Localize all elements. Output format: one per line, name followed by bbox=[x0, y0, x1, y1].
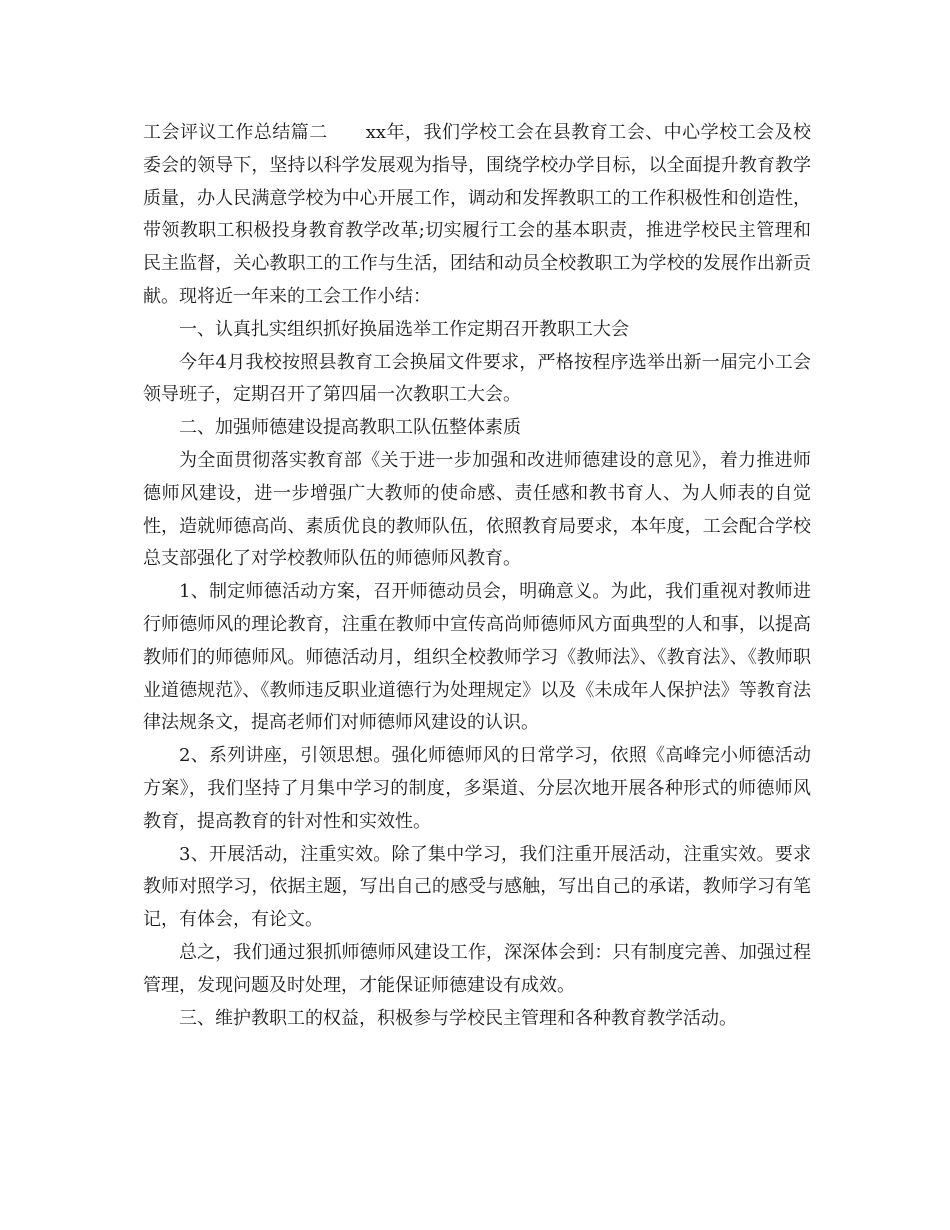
intro-paragraph bbox=[143, 117, 811, 314]
body-paragraph: 今年4月我校按照县教育工会换届文件要求，严格按程序选举出新一届完小工会领导班子，定期召开了第四届一次教职工大会。 bbox=[143, 351, 811, 406]
body-paragraph: 为全面贯彻落实教育部《关于进一步加强和改进师德建设的意见》，着力推进师德师风建设，进一步增强广大教师的使命感、责任感和教书育人、为人师表的自觉性，造就师德高尚、素质优良的教师队伍，依照教育局要求，本年度，工会配合学校总支部强化了对学校教师队伍的师德师风教育。 bbox=[143, 449, 811, 570]
document-body bbox=[143, 117, 811, 1035]
intro-text: xx年，我们学校工会在县教育工会、中心学校工会及校委会的领导下，坚持以科学发展观为指导，围绕学校办学目标，以全面提升教育教学质量，办人民满意学校为中心开展工作，调动和发挥教职工的工作积极性和创造性，带领教职工积极投身教育教学改革;切实履行工会的基本职责，推进学校民主管理和民主监督，关心教职工的工作与生活，团结和动员全校教职工为学校的发展作出新贡献。现将近一年来的工会工作小结： bbox=[143, 122, 811, 307]
body-paragraph: 3、开展活动，注重实效。除了集中学习，我们注重开展活动，注重实效。要求教师对照学习，依据主题，写出自己的感受与感触，写出自己的承诺，教师学习有笔记，有体会，有论文。 bbox=[143, 843, 811, 931]
body-paragraph: 总之，我们通过狠抓师德师风建设工作，深深体会到：只有制度完善、加强过程管理，发现问题及时处理，才能保证师德建设有成效。 bbox=[143, 941, 811, 996]
section-heading-2: 二、加强师德建设提高教职工队伍整体素质 bbox=[179, 417, 521, 439]
section-heading-3: 三、维护教职工的权益，积极参与学校民主管理和各种教育教学活动。 bbox=[179, 1007, 737, 1029]
document-heading: 工会评议工作总结篇二 bbox=[143, 122, 328, 143]
body-paragraph: 1、制定师德活动方案，召开师德动员会，明确意义。为此，我们重视对教师进行师德师风的理论教育，注重在教师中宣传高尚师德师风方面典型的人和事，以提高教师们的师德师风。师德活动月，组织全校教师学习《教师法》、《教育法》、《教师职业道德规范》、《教师违反职业道德行为处理规定》以及《未成年人保护法》等教育法律法规条文，提高老师们对师德师风建设的认识。 bbox=[143, 581, 811, 734]
body-paragraph: 2、系列讲座，引领思想。强化师德师风的日常学习，依照《高峰完小师德活动方案》，我们坚持了月集中学习的制度，多渠道、分层次地开展各种形式的师德师风教育，提高教育的针对性和实效性。 bbox=[143, 745, 811, 832]
section-heading-1: 一、认真扎实组织抓好换届选举工作定期召开教职工大会 bbox=[179, 318, 629, 340]
